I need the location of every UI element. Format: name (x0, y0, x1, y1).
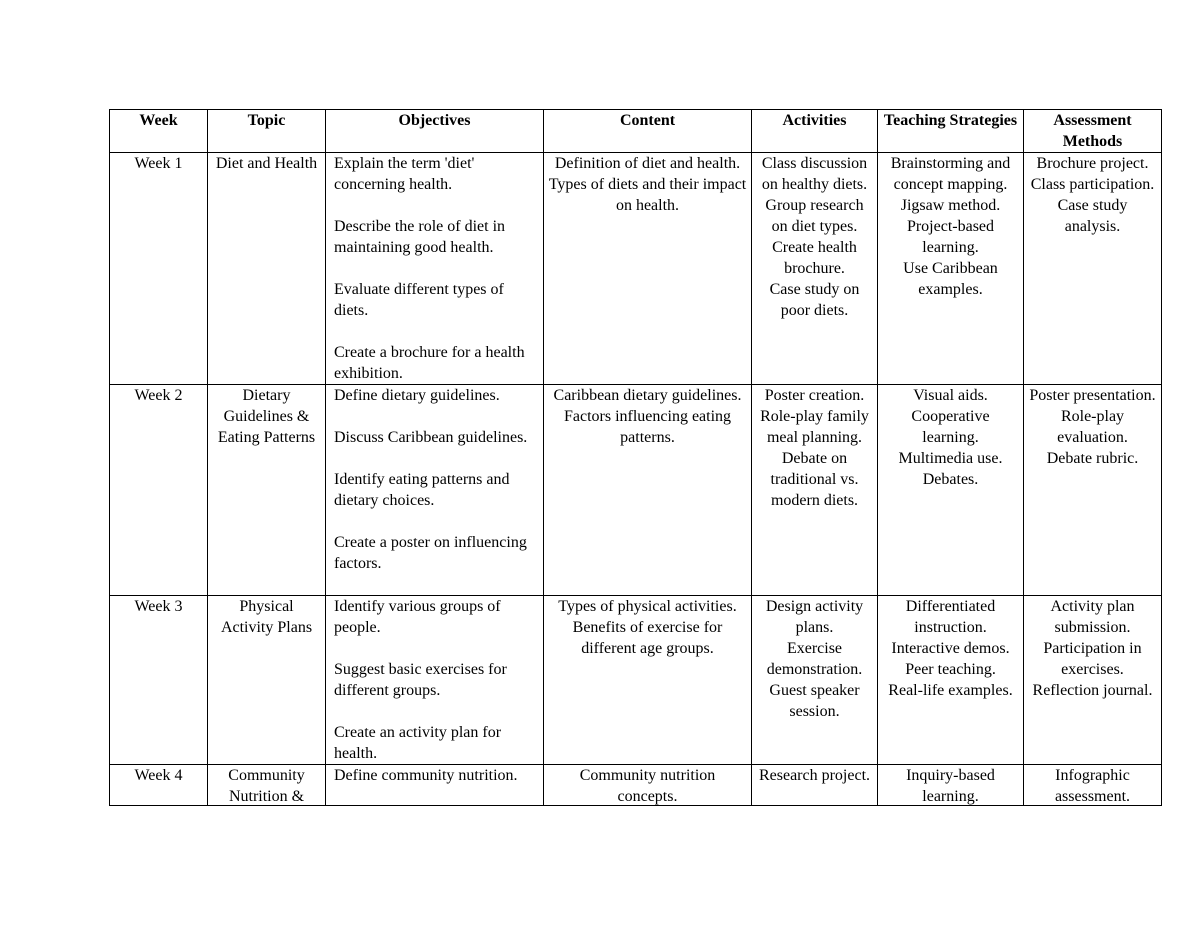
strategy-item: Debates. (922, 471, 979, 488)
header-topic: Topic (208, 110, 326, 153)
strategy-item: Interactive demos. (891, 640, 1010, 657)
strategies-cell (878, 385, 1024, 596)
content-item: Factors influencing eating patterns. (563, 408, 732, 446)
week-cell (110, 153, 208, 385)
header-content: Content (544, 110, 752, 153)
topic-cell (208, 765, 326, 806)
strategy-item: Peer teaching. (905, 661, 996, 678)
activities-cell (752, 385, 878, 596)
week-cell (110, 385, 208, 596)
activities-cell (752, 596, 878, 765)
assessment-item: Case study analysis. (1057, 197, 1128, 235)
objectives-cell (326, 765, 544, 806)
strategy-item: Brainstorming and concept mapping. (890, 155, 1011, 193)
activities-cell (752, 153, 878, 385)
header-assessment-methods: Assessment Methods (1024, 110, 1162, 153)
week-label: Week 1 (134, 155, 183, 172)
content-item: Caribbean dietary guidelines. (553, 387, 742, 404)
activities-cell (752, 765, 878, 806)
activity-item: Debate on traditional vs. modern diets. (770, 450, 859, 509)
strategy-item: Differentiated instruction. (905, 598, 996, 636)
objective-item: Create a brochure for a health exhibition. (334, 344, 525, 382)
objective-item: Define dietary guidelines. (334, 387, 500, 404)
strategy-item: Jigsaw method. (900, 197, 1001, 214)
objective-item: Create a poster on influencing factors. (334, 534, 527, 572)
assessment-item: Role-play evaluation. (1057, 408, 1128, 446)
content-cell (544, 765, 752, 806)
content-item: Community nutrition concepts. (579, 767, 716, 805)
strategy-item: Real-life examples. (888, 682, 1013, 699)
strategy-item: Inquiry-based learning. (906, 767, 995, 805)
activity-item: Poster creation. (764, 387, 865, 404)
strategies-cell (878, 596, 1024, 765)
week-cell (110, 765, 208, 806)
assessment-item: Reflection journal. (1032, 682, 1153, 699)
objective-item: Create an activity plan for health. (334, 724, 502, 762)
content-item: Benefits of exercise for different age groups. (572, 619, 723, 657)
assessment-item: Brochure project. (1036, 155, 1149, 172)
activity-item: Class discussion on healthy diets. (761, 155, 868, 193)
content-cell (544, 596, 752, 765)
activity-item: Exercise demonstration. (766, 640, 863, 678)
topic-label: Dietary Guidelines & Eating Patterns (217, 387, 316, 446)
content-cell (544, 385, 752, 596)
objective-item: Evaluate different types of diets. (334, 281, 504, 319)
topic-label: Community Nutrition & (228, 767, 305, 805)
topic-label: Physical Activity Plans (220, 598, 313, 636)
assessment-item: Class participation. (1030, 176, 1155, 193)
activity-item: Group research on diet types. (765, 197, 864, 235)
assessment-cell (1024, 765, 1162, 806)
activity-item: Design activity plans. (765, 598, 864, 636)
activity-item: Guest speaker session. (769, 682, 860, 720)
week-label: Week 3 (134, 598, 183, 615)
assessment-item: Debate rubric. (1046, 450, 1139, 467)
objective-item: Explain the term 'diet' concerning health. (334, 155, 475, 193)
strategy-item: Visual aids. (913, 387, 988, 404)
table-row (110, 385, 1162, 596)
objective-item: Define community nutrition. (334, 767, 518, 784)
table-row (110, 596, 1162, 765)
content-item: Types of diets and their impact on health. (548, 176, 747, 214)
week-label: Week 2 (134, 387, 183, 404)
assessment-item: Activity plan submission. (1050, 598, 1135, 636)
activity-item: Role-play family meal planning. (760, 408, 869, 446)
assessment-cell (1024, 153, 1162, 385)
strategy-item: Use Caribbean examples. (903, 260, 998, 298)
objective-item: Identify eating patterns and dietary choices. (334, 471, 510, 509)
topic-cell (208, 596, 326, 765)
week-cell (110, 596, 208, 765)
lesson-plan-table (109, 109, 1162, 806)
activity-item: Research project. (758, 767, 871, 784)
assessment-item: Poster presentation. (1029, 387, 1156, 404)
strategy-item: Multimedia use. (898, 450, 1003, 467)
week-label: Week 4 (134, 767, 183, 784)
assessment-cell (1024, 596, 1162, 765)
content-item: Definition of diet and health. (554, 155, 741, 172)
objective-item: Discuss Caribbean guidelines. (334, 429, 528, 446)
activity-item: Case study on poor diets. (769, 281, 860, 319)
objective-item: Identify various groups of people. (334, 598, 501, 636)
table-row (110, 153, 1162, 385)
assessment-item: Participation in exercises. (1043, 640, 1142, 678)
content-item: Types of physical activities. (558, 598, 737, 615)
content-cell (544, 153, 752, 385)
topic-cell (208, 385, 326, 596)
header-teaching-strategies: Teaching Strategies (878, 110, 1024, 153)
strategies-cell (878, 765, 1024, 806)
strategies-cell (878, 153, 1024, 385)
header-activities: Activities (752, 110, 878, 153)
header-objectives: Objectives (326, 110, 544, 153)
strategy-item: Cooperative learning. (911, 408, 990, 446)
header-week: Week (110, 110, 208, 153)
topic-label: Diet and Health (215, 155, 318, 172)
objective-item: Suggest basic exercises for different groups. (334, 661, 507, 699)
assessment-cell (1024, 385, 1162, 596)
objectives-cell (326, 153, 544, 385)
strategy-item: Project-based learning. (906, 218, 995, 256)
assessment-item: Infographic assessment. (1054, 767, 1131, 805)
header-row (110, 110, 1162, 153)
table-row (110, 765, 1162, 806)
objectives-cell (326, 385, 544, 596)
objective-item: Describe the role of diet in maintaining good health. (334, 218, 506, 256)
topic-cell (208, 153, 326, 385)
activity-item: Create health brochure. (772, 239, 857, 277)
objectives-cell (326, 596, 544, 765)
